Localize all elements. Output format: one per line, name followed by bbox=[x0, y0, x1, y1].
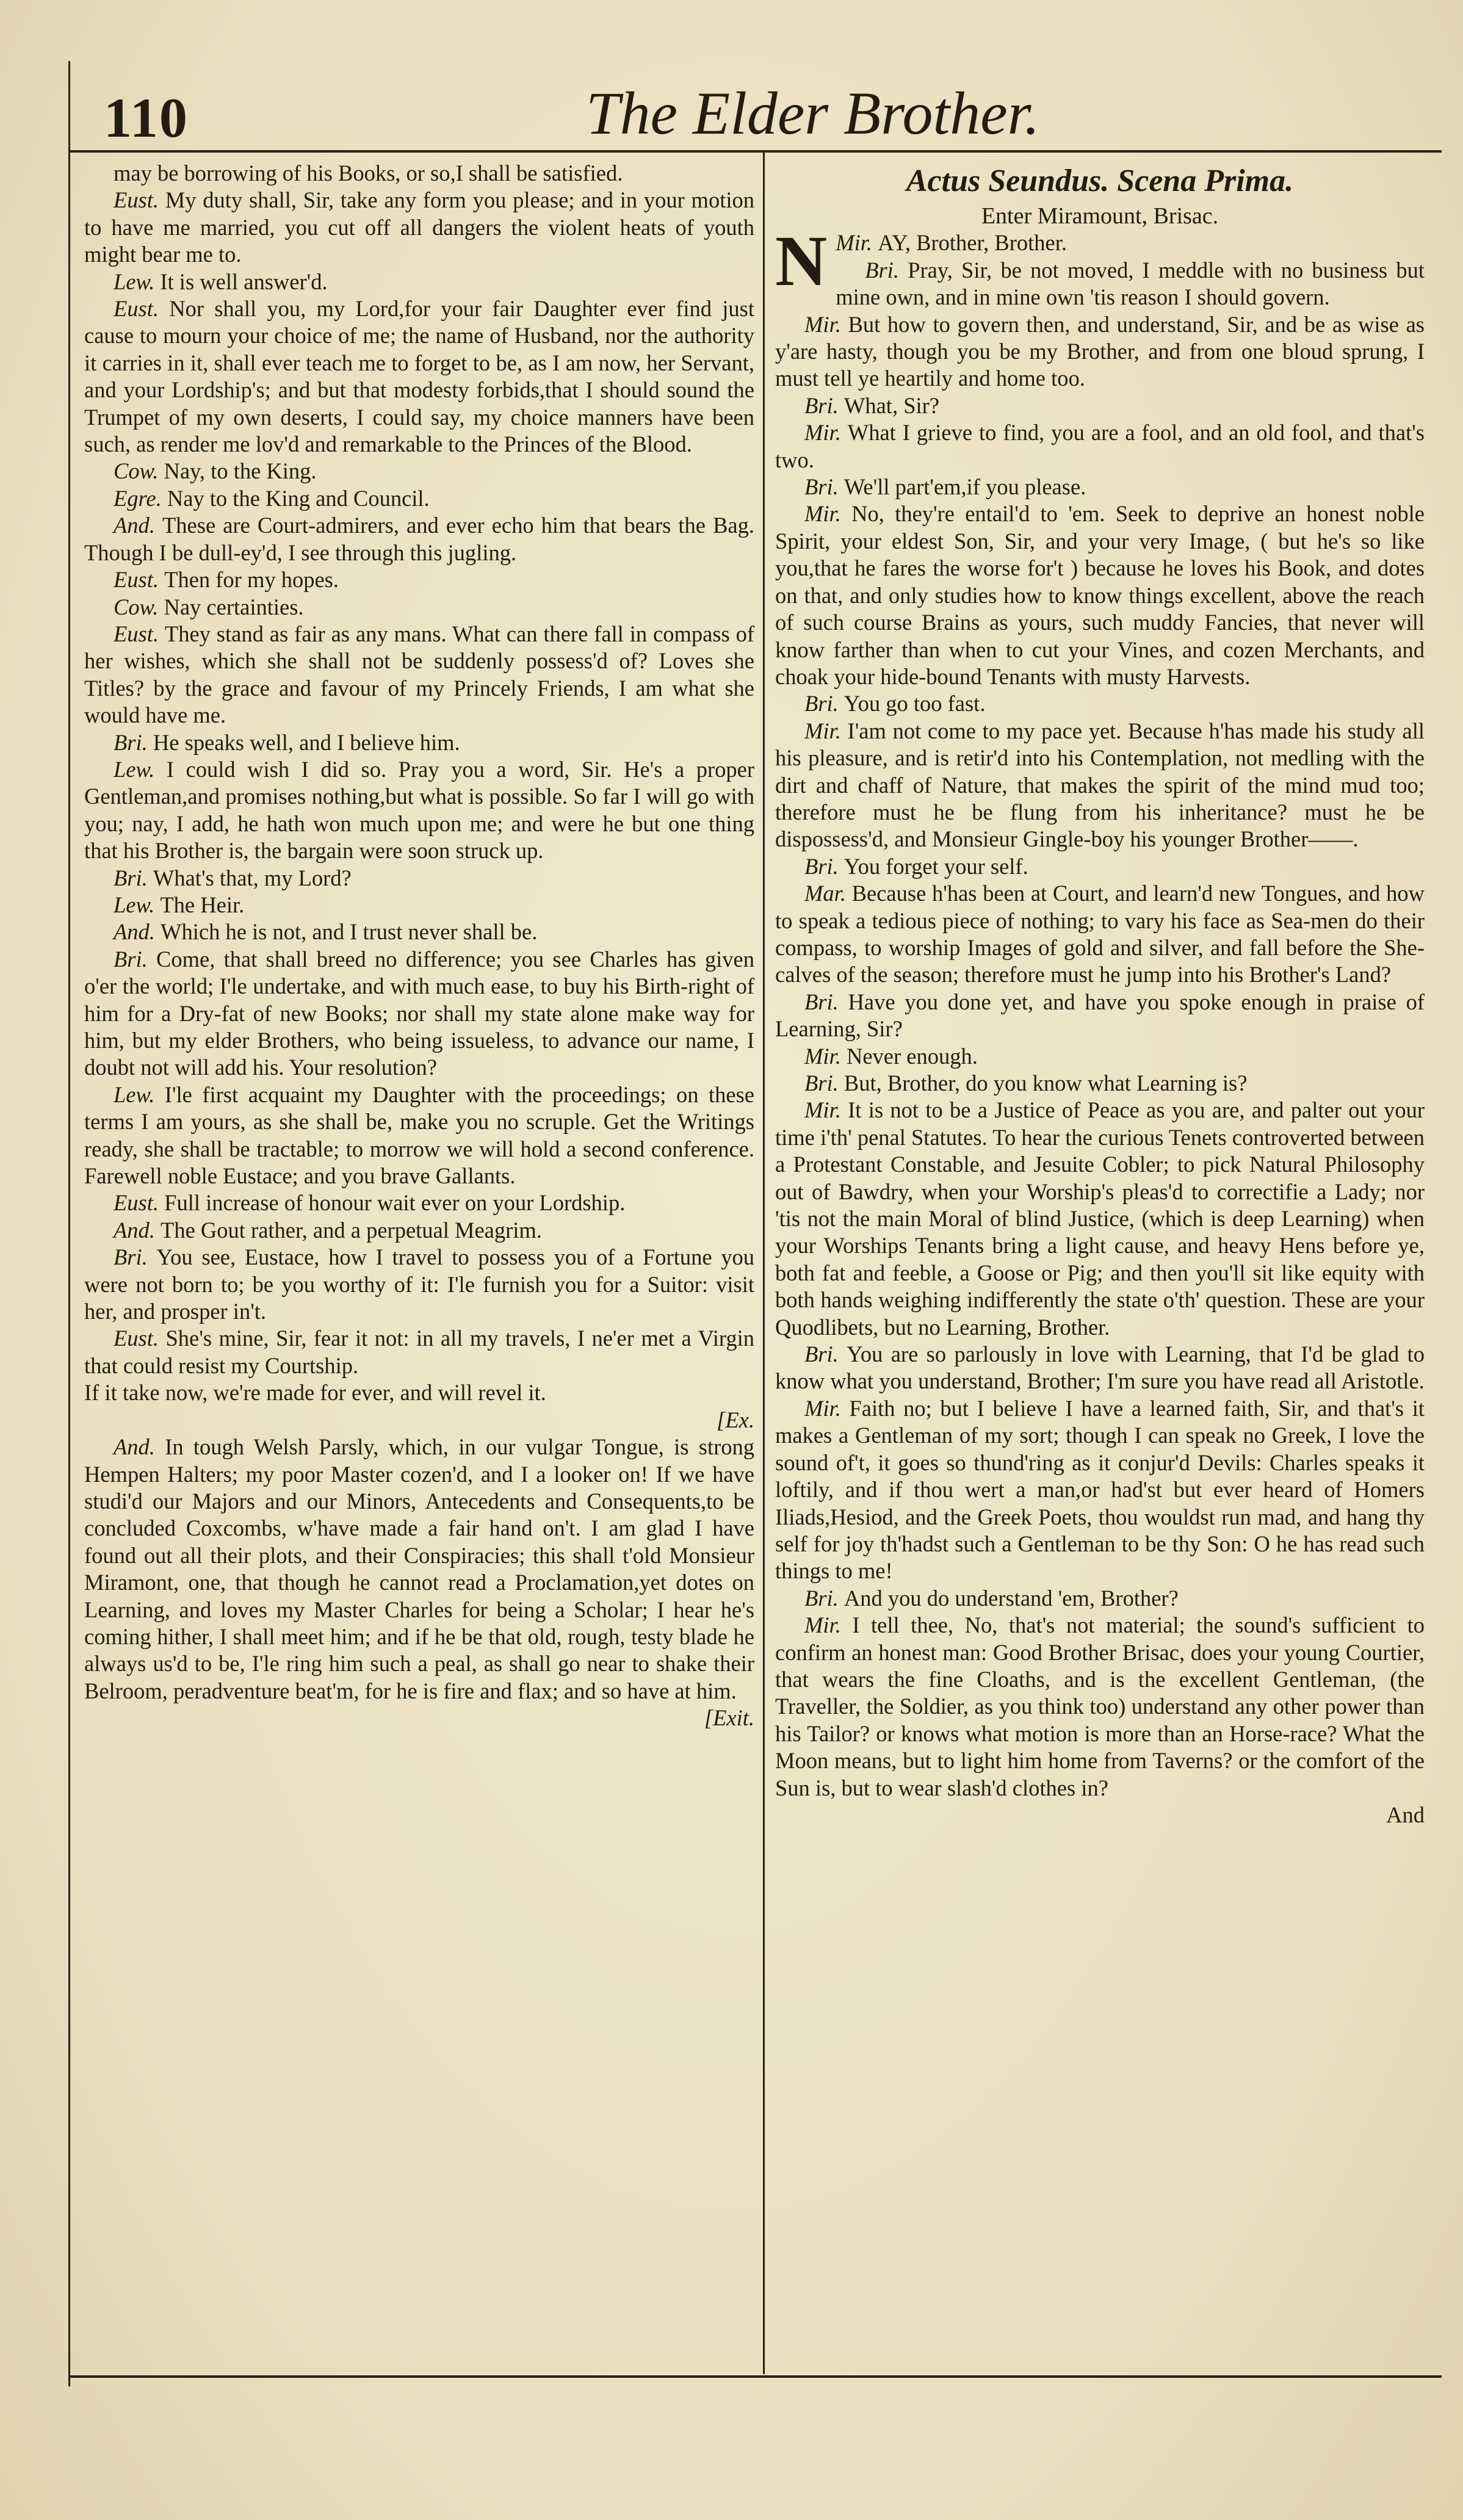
speech-text: What I grieve to find, you are a fool, and an old fool, and that's two. bbox=[775, 420, 1425, 472]
speech-text: Have you done yet, and have you spoke enough in praise of Learning, Sir? bbox=[775, 989, 1425, 1042]
speech-text: You are so parlously in love with Learning, that I'd be glad to know what you understand, Brother; I'm sure you have read all Aristotle. bbox=[775, 1341, 1425, 1394]
dialogue-line bbox=[775, 1612, 1425, 1802]
dialogue-line bbox=[84, 1217, 754, 1244]
dialogue-line bbox=[775, 880, 1425, 989]
speech-text: Nor shall you, my Lord,for your fair Daughter ever find just cause to mourn your choice of me; the name of Husband, nor the authority it carries in it, shall ever teach me to forget to be, as I am now, her Servant, and your Lordship's; and but that modesty forbids,that I should sound the Trumpet of my own deserts, I could say, my choice manners have been such, as render me lov'd and remarkable to the Princes of the Blood. bbox=[84, 296, 754, 457]
speaker-name: Bri. bbox=[865, 257, 908, 283]
dialogue-line bbox=[84, 1190, 754, 1216]
stage-direction: [Exit. bbox=[704, 1705, 754, 1731]
speaker-name: And. bbox=[114, 513, 162, 538]
speaker-name: Eust. bbox=[114, 621, 165, 646]
speaker-name: Mir. bbox=[804, 1395, 850, 1421]
dialogue-line bbox=[84, 621, 754, 729]
dialogue-line bbox=[84, 485, 754, 512]
speech-text: It is not to be a Justice of Peace as you are, and palter out your time i'th' penal Statutes. To hear the curious Tenets controverted between a Protestant Constable, and Jesuite Cobler; to pick Natural Philosophy out of Bawdry, when your Worship's pleas'd to correctifie a Lady; nor 'tis not the main Moral of blind Justice, (which is deep Learning) when your Worships Tenants bring a light cause, and heavy Hens before ye, both fat and feeble, a Goose or Pig; and then you'll sit like equity with both hands weighing indifferently the state o'th' question. These are your Quodlibets, but no Learning, Brother. bbox=[775, 1097, 1425, 1340]
dialogue-line bbox=[84, 1325, 754, 1379]
speaker-name: Bri. bbox=[114, 946, 157, 972]
left-column bbox=[84, 160, 754, 1732]
header-rule bbox=[68, 150, 1442, 153]
speech-text: If it take now, we're made for ever, and will revel it. bbox=[84, 1380, 546, 1406]
speech-text: Nay certainties. bbox=[164, 594, 304, 619]
dialogue-line bbox=[84, 865, 754, 892]
dialogue-line bbox=[775, 1097, 1425, 1341]
speech-text: He speaks well, and I believe him. bbox=[153, 729, 460, 755]
dialogue-line bbox=[775, 1070, 1425, 1097]
running-title: The Elder Brother. bbox=[586, 79, 1040, 147]
speaker-name: Bri. bbox=[804, 1585, 844, 1611]
speaker-name: And. bbox=[114, 1217, 161, 1243]
right-dialogue bbox=[775, 221, 1425, 1802]
dialogue-line bbox=[775, 690, 1425, 717]
speaker-name: Mir. bbox=[804, 1043, 847, 1069]
speaker-name: Egre. bbox=[114, 485, 167, 511]
speaker-name: Lew. bbox=[114, 1081, 165, 1107]
speaker-name: Bri. bbox=[804, 989, 848, 1014]
speaker-name: Eust. bbox=[114, 187, 165, 213]
speaker-name: Bri. bbox=[804, 392, 844, 418]
speaker-name: Bri. bbox=[804, 853, 844, 879]
stage-direction: [Ex. bbox=[717, 1407, 754, 1432]
speaker-name: Eust. bbox=[114, 296, 170, 322]
speaker-name: Bri. bbox=[804, 1070, 844, 1096]
speech-text: Nay, to the King. bbox=[164, 458, 317, 484]
bottom-rule bbox=[68, 2375, 1442, 2378]
dialogue-line bbox=[84, 729, 754, 756]
speaker-name: Bri. bbox=[804, 1341, 847, 1367]
speech-text: She's mine, Sir, fear it not: in all my travels, I ne'er met a Virgin that could resist my Courtship. bbox=[84, 1326, 754, 1378]
speaker-name: And. bbox=[114, 919, 161, 945]
speech-text: You go too fast. bbox=[843, 691, 986, 717]
speaker-name: Mir. bbox=[804, 718, 848, 743]
speaker-name: Eust. bbox=[114, 1326, 166, 1351]
speech-text: It is well answer'd. bbox=[160, 269, 328, 294]
stage-direction-enter: Enter Miramount, Brisac. bbox=[981, 203, 1219, 229]
speech-text: The Heir. bbox=[160, 892, 245, 917]
speaker-name: Mir. bbox=[804, 1097, 848, 1123]
speaker-name: Cow. bbox=[114, 594, 164, 619]
dialogue-line bbox=[84, 160, 754, 187]
dialogue-line bbox=[775, 474, 1425, 500]
dialogue-line bbox=[84, 946, 754, 1081]
speaker-name: And. bbox=[114, 1434, 165, 1460]
dialogue-line bbox=[775, 1395, 1425, 1585]
speech-text: We'll part'em,if you please. bbox=[843, 474, 1086, 500]
dialogue-line bbox=[775, 419, 1425, 474]
speaker-name: Eust. bbox=[114, 567, 165, 593]
speaker-name: Mir. bbox=[804, 501, 852, 527]
speaker-name: Mir. bbox=[804, 420, 848, 446]
speech-text: may be borrowing of his Books, or so,I shall be satisfied. bbox=[114, 161, 623, 186]
dialogue-line bbox=[775, 718, 1425, 853]
dialogue-line bbox=[775, 1585, 1425, 1612]
dialogue-line bbox=[84, 594, 754, 621]
speech-text: No, they're entail'd to 'em. Seek to deprive an honest noble Spirit, your eldest Son, Sir, and your very Image, ( but he's so like you,that he fares the worse for't ) because he loves his Book, and dotes on that, and only studies how to know things excellent, above the reach of such course Brains as yours, such muddy Fancies, that never will know farther than when to cut your Vines, and cozen Merchants, and choak your hide-bound Tenants with musty Harvests. bbox=[775, 501, 1425, 689]
speech-text: Nay to the King and Council. bbox=[167, 485, 430, 511]
speaker-name: Lew. bbox=[114, 756, 167, 782]
speaker-name: Lew. bbox=[114, 892, 161, 917]
dialogue-line bbox=[775, 1341, 1425, 1395]
dialogue-line bbox=[84, 458, 754, 485]
speech-text: I'am not come to my pace yet. Because h'has made his study all his pleasure, and is retir'd into his Contemplation, not medling with the dirt and chaff of Nature, that makes the spirit of the mind mud too; therefore must he be flung from his inheritance? must he be dispossess'd, and Monsieur Gingle-boy his younger Brother——. bbox=[775, 718, 1425, 852]
speech-text: The Gout rather, and a perpetual Meagrim. bbox=[161, 1217, 542, 1243]
dialogue-line bbox=[84, 1379, 754, 1406]
speech-text: Never enough. bbox=[846, 1043, 978, 1069]
dialogue-line bbox=[775, 257, 1425, 311]
dialogue-line bbox=[775, 311, 1425, 392]
speech-text: AY, Brother, Brother. bbox=[878, 230, 1067, 256]
speech-text: You forget your self. bbox=[843, 853, 1028, 879]
speech-text: Full increase of honour wait ever on your Lordship. bbox=[164, 1190, 626, 1216]
speech-text: But, Brother, do you know what Learning is? bbox=[843, 1070, 1248, 1096]
speech-text: Then for my hopes. bbox=[164, 567, 339, 593]
speaker-name: Mir. bbox=[836, 230, 878, 256]
speech-text: I tell thee, No, that's not material; the sound's sufficient to confirm an honest man: Good Brother Brisac, does your young Courtier, that wears the fine Cloaths, and is the excellent Gentleman, (the Traveller, the Soldier, as you think too) understand any other power than his Tailor? or knows what motion is more than an Horse-race? What the Moon means, but to light him home from Taverns? or the comfort of the Sun is, but to wear slash'd clothes in? bbox=[775, 1612, 1425, 1800]
speaker-name: Bri. bbox=[114, 1244, 157, 1270]
column-divider bbox=[763, 153, 765, 2374]
speech-text: What's that, my Lord? bbox=[153, 865, 352, 890]
speech-text: Which he is not, and I trust never shall be. bbox=[161, 919, 538, 945]
speech-text: Come, that shall breed no difference; you see Charles has given o'er the world; I'le undertake, and with much ease, to buy his Birth-right of him for a Dry-fat of new Books; nor shall my state alone make way for him, but my elder Brothers, who being issueless, to advance our name, I doubt not will add his. Your resolution? bbox=[84, 946, 754, 1080]
speech-text: What, Sir? bbox=[843, 392, 939, 418]
speaker-name: Bri. bbox=[804, 691, 844, 717]
act-heading: Actus Seundus. Scena Prima. bbox=[906, 164, 1294, 198]
right-column bbox=[775, 160, 1425, 1829]
speech-text: These are Court-admirers, and ever echo him that bears the Bag. Though I be dull-ey'd, I see through this jugling. bbox=[84, 513, 754, 565]
speech-text: Faith no; but I believe I have a learned faith, Sir, and that's it makes a Gentleman of my sort; though I can speak no Greek, I love the sound of't, it goes so thund'ring as it conjur'd Devils: Charles speaks it loftily, and if thou wert a man,or had'st but ever heard of Homers Iliads,Hesiod, and the Greek Poets, thou wouldst run mad, and hang thy self for joy th'hadst such a Gentleman to be thy Son: O he has read such things to me! bbox=[775, 1395, 1425, 1584]
speaker-name: Bri. bbox=[114, 729, 153, 755]
dialogue-line bbox=[84, 1244, 754, 1325]
dialogue-line bbox=[84, 566, 754, 593]
speech-text: Because h'has been at Court, and learn'd new Tongues, and how to speak a tedious piece of nothing; to vary his face as Sea-men do their compass, to worship Images of gold and silver, and fall before the She-calves of the season; therefore must he jump into his Brother's Land? bbox=[775, 881, 1425, 987]
dialogue-line bbox=[84, 892, 754, 919]
speech-text: I'le first acquaint my Daughter with the proceedings; on these terms I am yours, as she shall be, make you no scruple. Get the Writings ready, she shall be tractable; to morrow we will hold a second conference. Farewell noble Eustace; and you brave Gallants. bbox=[84, 1081, 754, 1189]
dialogue-line bbox=[84, 512, 754, 566]
catchword: And bbox=[1386, 1802, 1425, 1827]
speech-text: They stand as fair as any mans. What can there fall in compass of her wishes, which she shall not be suddenly possess'd of? Loves she Titles? by the grace and favour of my Princely Friends, I am what she would have me. bbox=[84, 621, 754, 728]
speaker-name: Mar. bbox=[804, 881, 852, 906]
speech-text: Pray, Sir, be not moved, I meddle with no business but mine own, and in mine own 'tis reason I should govern. bbox=[836, 257, 1425, 310]
speech-text: And you do understand 'em, Brother? bbox=[843, 1585, 1179, 1611]
speaker-name: Bri. bbox=[114, 865, 153, 890]
dialogue-line bbox=[84, 1434, 754, 1705]
dialogue-line bbox=[775, 1043, 1425, 1070]
dialogue-line bbox=[84, 1081, 754, 1190]
speaker-name: Bri. bbox=[804, 474, 844, 500]
dialogue-line bbox=[84, 295, 754, 458]
speaker-name: Eust. bbox=[114, 1190, 165, 1216]
speech-text: In tough Welsh Parsly, which, in our vulgar Tongue, is strong Hempen Halters; my poor Master cozen'd, and I a looker on! If we have studi'd our Majors and our Minors, Antecedents and Consequents,to be concluded Coxcombs, w'have made a fair hand on't. I am glad I have found out all their plots, and their Conspiracies; this shall t'old Monsieur Miramont, one, that though he cannot read a Proclamation,yet dotes on Learning, and loves my Master Charles for being a Scholar; I hear he's coming hither, I shall meet him; and if he be that old, rough, testy blade he always us'd to be, I'le ring him such a peal, as shall go near to shake their Belroom, peradventure beat'm, for he is fire and flax; and so have at him. bbox=[84, 1434, 754, 1703]
dialogue-line bbox=[84, 269, 754, 295]
dialogue-line bbox=[775, 989, 1425, 1043]
dialogue-line bbox=[84, 187, 754, 268]
speech-text: My duty shall, Sir, take any form you please; and in your motion to have me married, you cut off all dangers the violent heats of youth might bear me to. bbox=[84, 187, 754, 267]
speaker-name: Mir. bbox=[804, 311, 848, 337]
dialogue-line bbox=[84, 919, 754, 945]
dialogue-line bbox=[84, 756, 754, 865]
left-border bbox=[68, 61, 70, 2386]
speaker-name: Lew. bbox=[114, 269, 161, 294]
dialogue-line bbox=[775, 853, 1425, 880]
speaker-name: Cow. bbox=[114, 458, 164, 484]
dialogue-line bbox=[775, 392, 1425, 419]
drop-capital: N bbox=[775, 221, 828, 301]
page-number: 110 bbox=[104, 87, 189, 149]
speech-text: I could wish I did so. Pray you a word, Sir. He's a proper Gentleman,and promises nothing,but what is possible. So far I will go with you; nay, I add, he hath won much upon me; and were he but one thing that his Brother is, the bargain were soon struck up. bbox=[84, 756, 754, 864]
dialogue-line bbox=[775, 500, 1425, 690]
speech-text: But how to govern then, and understand, Sir, and be as wise as y'are hasty, though you be my Brother, and from one bloud sprung, I must tell ye heartily and home too. bbox=[775, 311, 1425, 391]
speech-text: You see, Eustace, how I travel to possess you of a Fortune you were not born to; be you worthy of it: I'le furnish you for a Suitor: visit her, and prosper in't. bbox=[84, 1244, 754, 1324]
speaker-name: Mir. bbox=[804, 1612, 853, 1638]
